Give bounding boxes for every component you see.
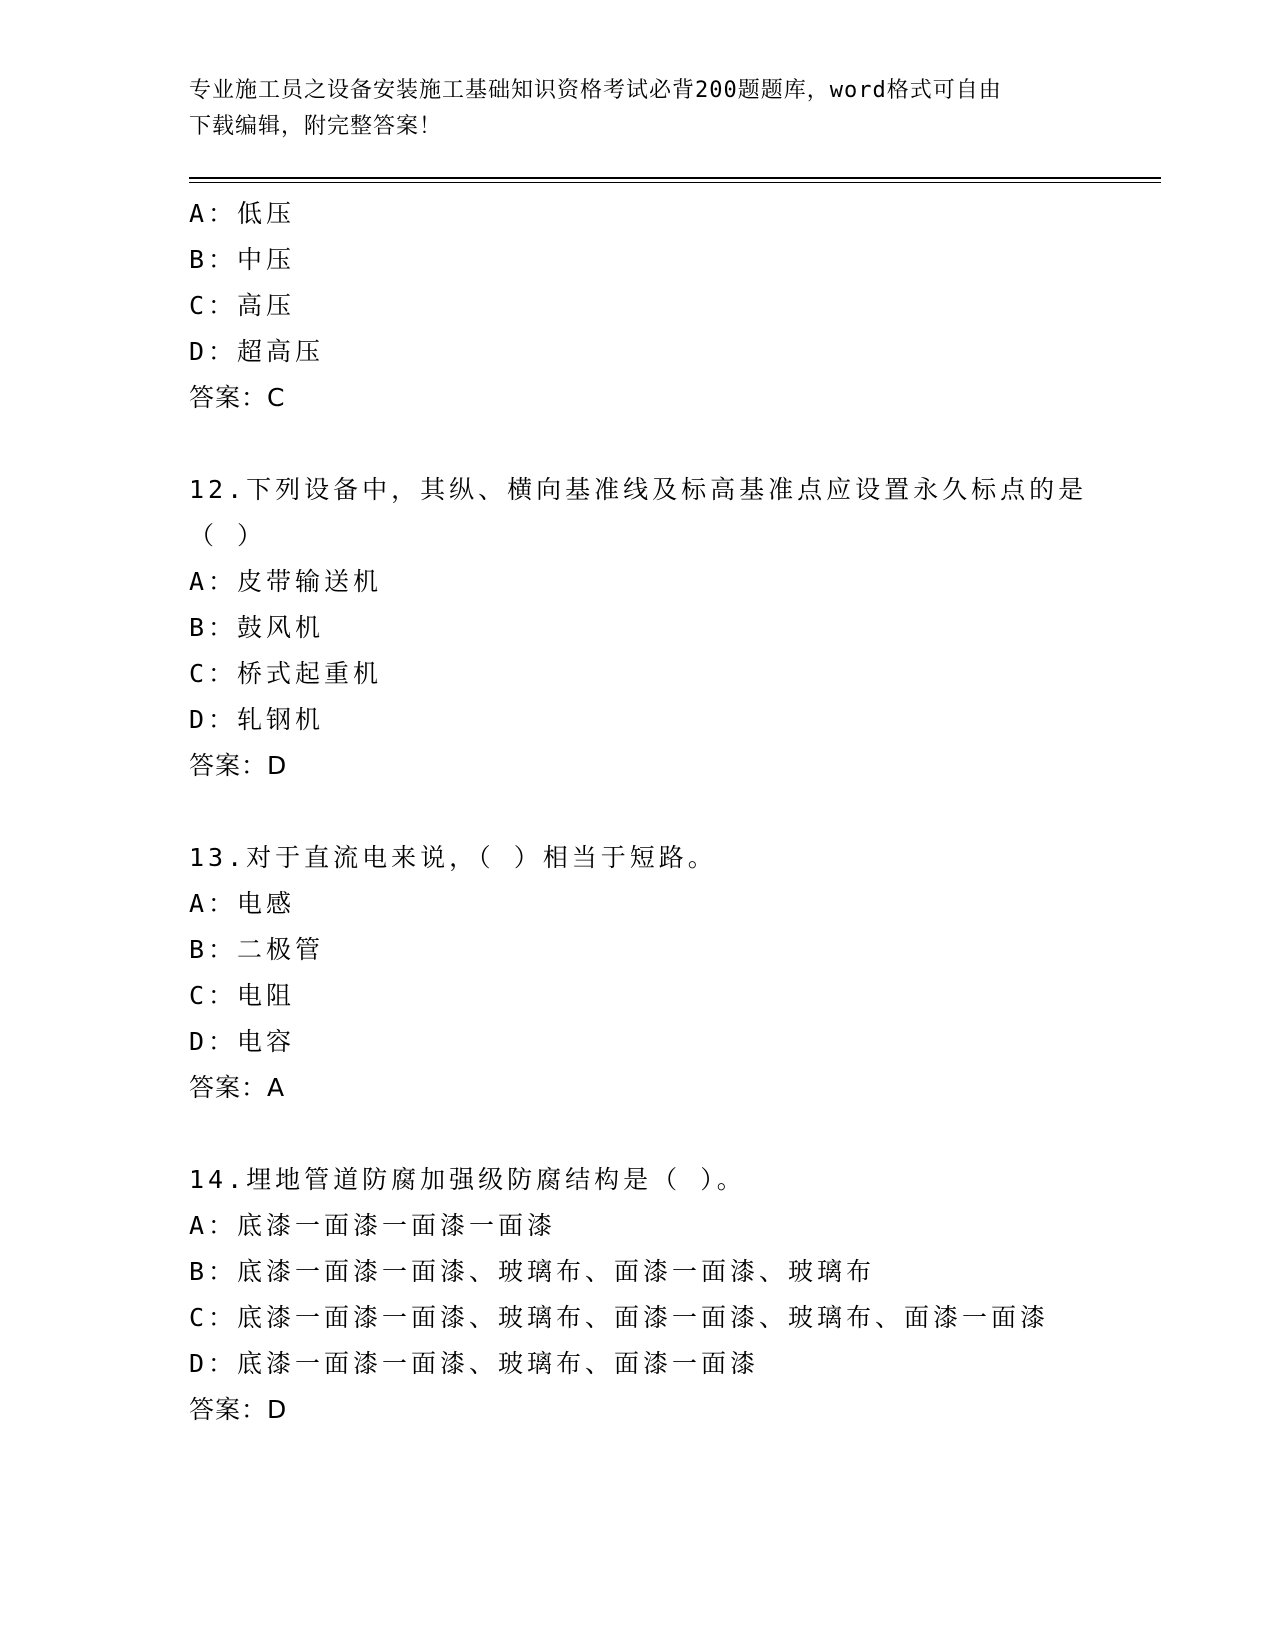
option-a: A：皮带输送机 <box>189 567 383 596</box>
option-d: D：底漆一面漆一面漆、玻璃布、面漆一面漆 <box>189 1349 760 1378</box>
spacer <box>189 1111 1149 1157</box>
option-b: B：中压 <box>189 245 296 274</box>
question-stem-continued: （ ） <box>189 521 267 550</box>
option-a: A：电感 <box>189 889 296 918</box>
document-header <box>189 73 1069 145</box>
option-c: C：高压 <box>189 291 296 320</box>
answer-line: 答案：D <box>189 751 288 780</box>
option-c: C：底漆一面漆一面漆、玻璃布、面漆一面漆、玻璃布、面漆一面漆 <box>189 1303 1050 1332</box>
option-c: C：电阻 <box>189 981 296 1010</box>
answer-line: 答案：A <box>189 1073 286 1102</box>
option-d: D：超高压 <box>189 337 325 366</box>
option-b: B：底漆一面漆一面漆、玻璃布、面漆一面漆、玻璃布 <box>189 1257 876 1286</box>
spacer <box>189 789 1149 835</box>
header-divider <box>189 177 1161 183</box>
option-a: A：低压 <box>189 199 296 228</box>
question-14-block <box>189 1157 1149 1433</box>
answer-line: 答案：C <box>189 383 286 412</box>
question-13-block <box>189 835 1149 1111</box>
spacer <box>189 421 1149 467</box>
question-12-block <box>189 467 1149 789</box>
option-d: D：电容 <box>189 1027 296 1056</box>
question-stem: 14.埋地管道防腐加强级防腐结构是（ ）。 <box>189 1165 746 1194</box>
option-b: B：鼓风机 <box>189 613 325 642</box>
option-d: D：轧钢机 <box>189 705 325 734</box>
question-list <box>189 191 1149 1433</box>
question-11-block <box>189 191 1149 421</box>
header-line-1: 专业施工员之设备安装施工基础知识资格考试必背200题题库，word格式可自由 <box>189 78 1002 103</box>
question-stem: 13.对于直流电来说，（ ）相当于短路。 <box>189 843 717 872</box>
option-a: A：底漆一面漆一面漆一面漆 <box>189 1211 557 1240</box>
answer-line: 答案：D <box>189 1395 288 1424</box>
question-stem: 12.下列设备中，其纵、横向基准线及标高基准点应设置永久标点的是 <box>189 475 1088 504</box>
option-c: C：桥式起重机 <box>189 659 383 688</box>
option-b: B：二极管 <box>189 935 325 964</box>
header-line-2: 下载编辑，附完整答案！ <box>189 114 443 139</box>
